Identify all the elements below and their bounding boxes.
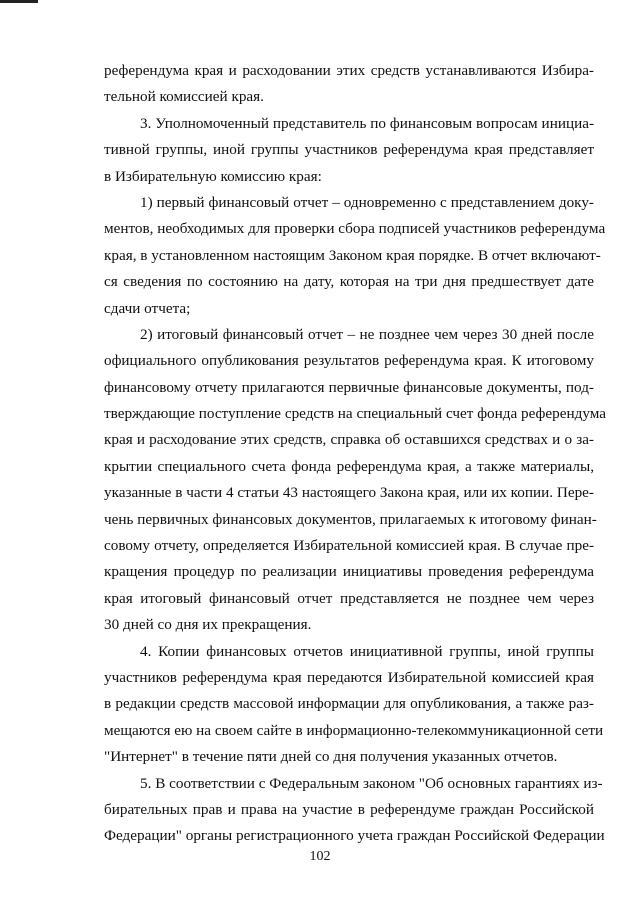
text-line: официального опубликования результатов референдума края. К итоговому xyxy=(104,352,594,370)
text-line: тельной комиссией края. xyxy=(104,88,264,106)
document-body xyxy=(104,58,606,850)
text-line: тивной группы, иной группы участников референдума края представляет xyxy=(104,141,594,159)
text-line: чень первичных финансовых документов, прилагаемых к итоговому финан- xyxy=(104,510,597,528)
page-number: 102 xyxy=(309,849,331,864)
text-line: кращения процедур по реализации инициативы проведения референдума xyxy=(104,563,594,581)
text-line: мещаются ею на своем сайте в информационно-телекоммуникационной сети xyxy=(104,721,604,739)
text-line: края итоговый финансовый отчет представляется не позднее чем через xyxy=(104,589,594,607)
text-line: крытии специального счета фонда референдума края, а также материалы, xyxy=(104,457,594,475)
text-line: референдума края и расходовании этих средств устанавливаются Избира- xyxy=(104,62,594,79)
text-line: тверждающие поступление средств на специальный счет фонда референдума xyxy=(104,405,606,423)
paragraph-item-1 xyxy=(104,190,606,322)
text-line: указанные в части 4 статьи 43 настоящего Закона края, или их копии. Пере- xyxy=(104,484,594,502)
text-line: сдачи отчета; xyxy=(104,299,191,317)
paragraph-clause-4 xyxy=(104,639,604,771)
text-line: 1) первый финансовый отчет – одновременно с представлением доку- xyxy=(140,193,594,211)
text-line: в редакции средств массовой информации для опубликования, а также раз- xyxy=(104,695,594,713)
text-line: финансовому отчету прилагаются первичные финансовые документы, под- xyxy=(104,378,594,396)
paragraph-continuation xyxy=(104,58,594,111)
text-line: ся сведения по состоянию на дату, которая на три дня предшествует дате xyxy=(104,273,594,291)
text-line: 4. Копии финансовых отчетов инициативной группы, иной группы xyxy=(140,642,594,660)
paragraph-clause-5 xyxy=(104,771,605,850)
text-line: в Избирательную комиссию края: xyxy=(104,167,322,185)
text-line: края и расходование этих средств, справка об оставшихся средствах и о за- xyxy=(104,431,594,449)
text-line: Федерации" органы регистрационного учета граждан Российской Федерации xyxy=(104,827,605,845)
text-line: ментов, необходимых для проверки сбора подписей участников референдума xyxy=(104,220,606,238)
text-line: 3. Уполномоченный представитель по финансовым вопросам инициа- xyxy=(140,114,594,132)
paragraph-clause-3 xyxy=(104,111,594,190)
text-line: "Интернет" в течение пяти дней со дня получения указанных отчетов. xyxy=(104,748,558,766)
text-line: края, в установленном настоящим Законом края порядке. В отчет включают- xyxy=(104,246,601,264)
text-line: 30 дней со дня их прекращения. xyxy=(104,616,312,634)
text-line: бирательных прав и права на участие в референдуме граждан Российской xyxy=(104,800,594,818)
paragraph-item-2 xyxy=(104,322,606,639)
scan-corner-mark xyxy=(0,0,38,3)
text-line: 5. В соответствии с Федеральным законом "Об основных гарантиях из- xyxy=(140,774,603,792)
text-line: участников референдума края передаются Избирательной комиссией края xyxy=(104,668,594,686)
text-line: совому отчету, определяется Избирательной комиссией края. В случае пре- xyxy=(104,537,594,555)
text-line: 2) итоговый финансовый отчет – не позднее чем через 30 дней после xyxy=(140,325,594,343)
